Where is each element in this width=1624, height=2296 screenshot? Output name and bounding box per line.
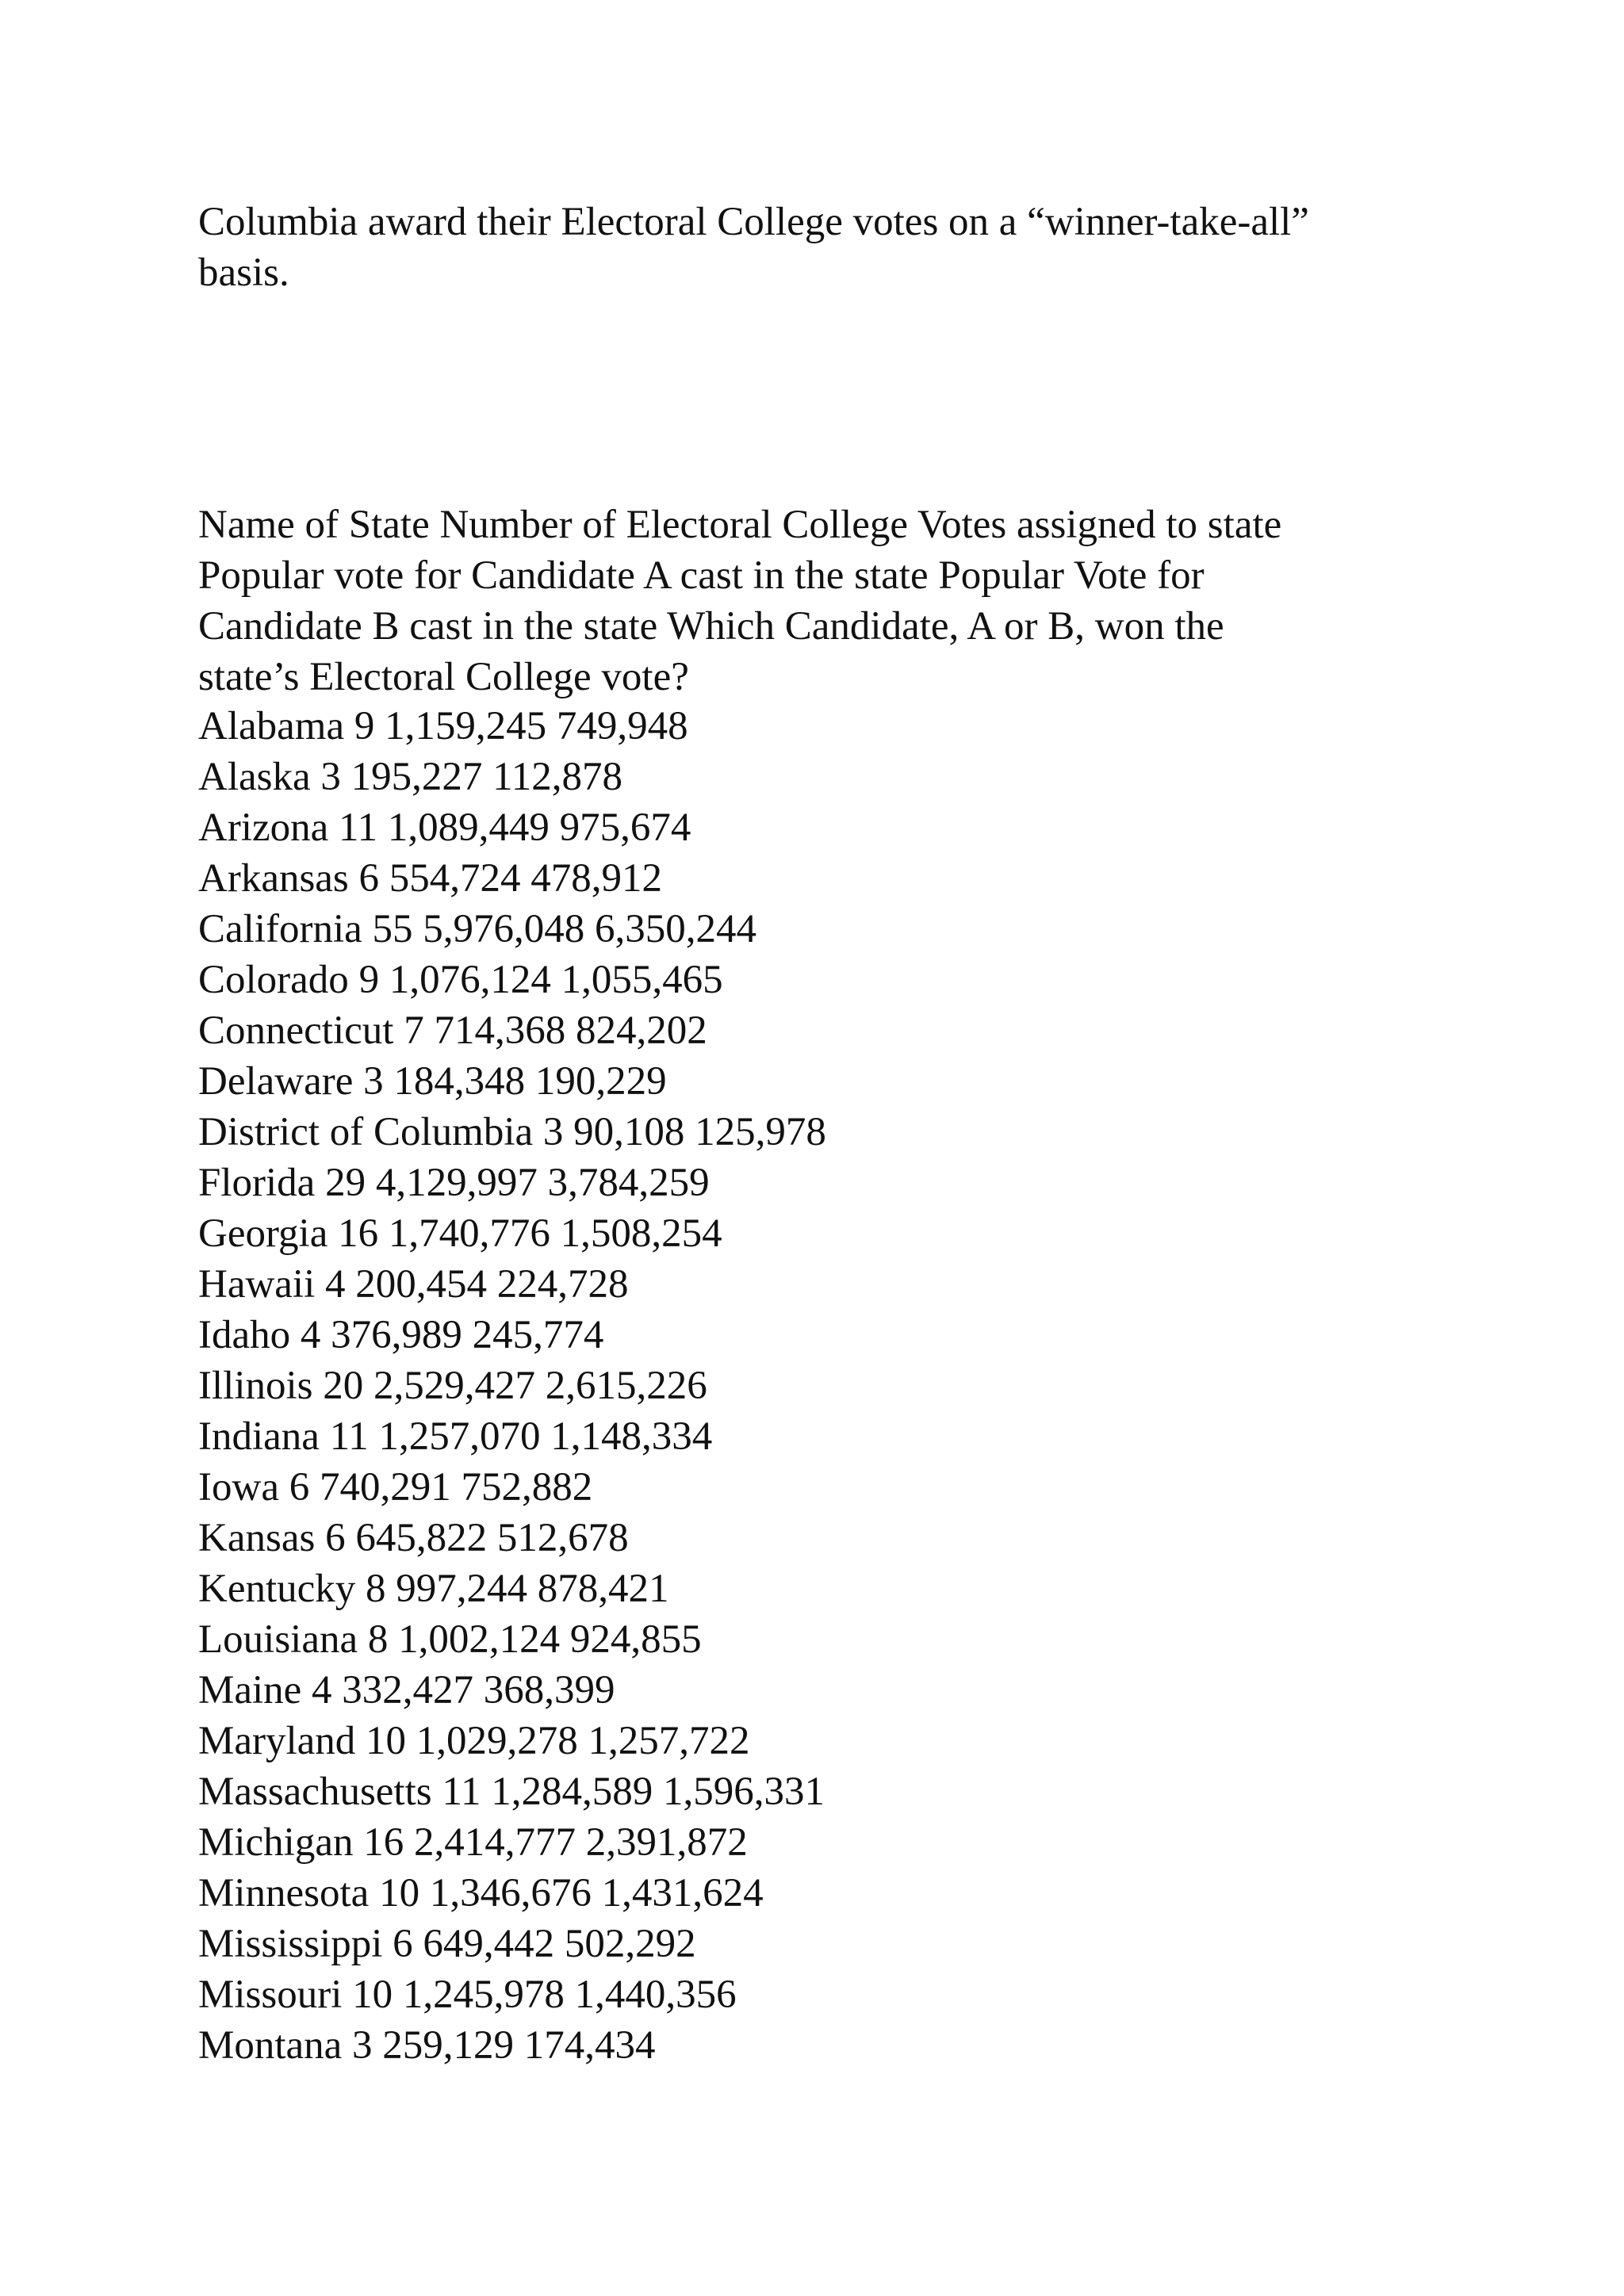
candidate-b-votes: 6,350,244 (595, 907, 757, 951)
electoral-votes: 6 (289, 1465, 310, 1510)
state-name: Maine (198, 1668, 302, 1712)
state-row (198, 1310, 1435, 1360)
header-line: Name of State Number of Electoral College Votes assigned to state (198, 503, 1282, 547)
state-name: District of Columbia (198, 1110, 534, 1154)
state-row (198, 1005, 1435, 1056)
candidate-b-votes: 368,399 (483, 1668, 615, 1712)
candidate-a-votes: 1,257,070 (378, 1414, 541, 1459)
state-row (198, 904, 1435, 955)
state-name: Connecticut (198, 1008, 394, 1053)
header-line: Popular vote for Candidate A cast in the state Popular Vote for (198, 553, 1205, 598)
candidate-b-votes: 752,882 (461, 1465, 593, 1510)
candidate-b-votes: 878,421 (537, 1567, 669, 1611)
state-name: Alaska (198, 755, 311, 799)
state-name: Maryland (198, 1719, 356, 1763)
state-name: Delaware (198, 1059, 354, 1104)
candidate-b-votes: 975,674 (559, 806, 691, 850)
candidate-a-votes: 1,029,278 (416, 1719, 578, 1763)
state-row (198, 955, 1435, 1005)
state-name: Arizona (198, 806, 329, 850)
state-name: Minnesota (198, 1871, 370, 1915)
electoral-votes: 16 (338, 1211, 379, 1256)
candidate-b-votes: 125,978 (695, 1110, 826, 1154)
state-name: Georgia (198, 1211, 328, 1256)
candidate-b-votes: 1,257,722 (588, 1719, 750, 1763)
state-row (198, 1665, 1435, 1716)
state-row (198, 1716, 1435, 1766)
state-row (198, 701, 1435, 752)
state-row (198, 1919, 1435, 1969)
candidate-b-votes: 824,202 (575, 1008, 707, 1053)
state-row (198, 1107, 1435, 1158)
electoral-votes: 6 (393, 1922, 413, 1966)
state-name: Colorado (198, 958, 349, 1002)
state-row (198, 1056, 1435, 1107)
state-name: Montana (198, 2023, 343, 2068)
state-name: Michigan (198, 1820, 354, 1865)
candidate-b-votes: 512,678 (496, 1516, 629, 1560)
electoral-votes: 6 (325, 1516, 346, 1560)
state-row (198, 802, 1435, 853)
electoral-votes: 20 (323, 1364, 364, 1408)
state-row (198, 1563, 1435, 1614)
electoral-votes: 4 (300, 1313, 321, 1357)
state-name: Indiana (198, 1414, 320, 1459)
electoral-votes: 11 (339, 806, 378, 850)
candidate-b-votes: 3,784,259 (547, 1161, 710, 1205)
candidate-a-votes: 259,129 (382, 2023, 515, 2068)
state-name: Alabama (198, 704, 345, 748)
candidate-b-votes: 2,615,226 (545, 1364, 707, 1408)
candidate-a-votes: 645,822 (355, 1516, 488, 1560)
table-header-text (198, 499, 1435, 702)
electoral-votes: 3 (542, 1110, 564, 1154)
state-row (198, 1462, 1435, 1513)
electoral-votes: 7 (404, 1008, 424, 1053)
intro-line: Columbia award their Electoral College votes on a “winner-take-all” (198, 200, 1309, 244)
candidate-a-votes: 376,989 (331, 1313, 462, 1357)
electoral-votes: 4 (312, 1668, 332, 1712)
electoral-votes: 10 (366, 1719, 407, 1763)
state-name: Louisiana (198, 1617, 358, 1662)
candidate-b-votes: 1,596,331 (662, 1770, 825, 1814)
candidate-b-votes: 174,434 (523, 2023, 656, 2068)
candidate-b-votes: 924,855 (569, 1617, 702, 1662)
candidate-a-votes: 2,529,427 (373, 1364, 536, 1408)
state-name: Missouri (198, 1973, 343, 2017)
state-name: Illinois (198, 1364, 313, 1408)
state-row (198, 2020, 1435, 2071)
candidate-a-votes: 1,346,676 (429, 1871, 592, 1915)
candidate-b-votes: 2,391,872 (585, 1820, 748, 1865)
state-name: Kansas (198, 1516, 316, 1560)
electoral-votes: 3 (352, 2023, 373, 2068)
candidate-a-votes: 1,245,978 (402, 1973, 565, 2017)
electoral-votes: 3 (363, 1059, 384, 1104)
candidate-a-votes: 4,129,997 (375, 1161, 538, 1205)
state-row (198, 1513, 1435, 1563)
electoral-votes: 11 (329, 1414, 369, 1459)
state-name: Massachusetts (198, 1770, 432, 1814)
candidate-a-votes: 2,414,777 (413, 1820, 576, 1865)
state-name: Florida (198, 1161, 316, 1205)
electoral-votes: 9 (354, 704, 375, 748)
candidate-b-votes: 112,878 (492, 755, 622, 799)
candidate-a-votes: 1,002,124 (398, 1617, 561, 1662)
state-name: Arkansas (198, 856, 349, 901)
candidate-b-votes: 224,728 (496, 1262, 629, 1307)
state-name: Mississippi (198, 1922, 383, 1966)
electoral-votes: 4 (325, 1262, 346, 1307)
candidate-b-votes: 245,774 (472, 1313, 604, 1357)
candidate-a-votes: 184,348 (393, 1059, 526, 1104)
state-row (198, 1868, 1435, 1919)
header-line: state’s Electoral College vote? (198, 655, 689, 699)
electoral-votes: 16 (363, 1820, 404, 1865)
candidate-b-votes: 478,912 (530, 856, 663, 901)
candidate-a-votes: 714,368 (434, 1008, 566, 1053)
electoral-votes: 9 (358, 958, 380, 1002)
state-name: Hawaii (198, 1262, 316, 1307)
electoral-votes: 10 (379, 1871, 420, 1915)
state-row (198, 1259, 1435, 1310)
state-row (198, 1969, 1435, 2020)
state-name: California (198, 907, 362, 951)
electoral-votes: 11 (442, 1770, 481, 1814)
state-row (198, 1614, 1435, 1665)
state-row (198, 853, 1435, 904)
candidate-a-votes: 195,227 (350, 755, 483, 799)
state-name: Kentucky (198, 1567, 356, 1611)
candidate-a-votes: 649,442 (423, 1922, 555, 1966)
candidate-a-votes: 332,427 (342, 1668, 474, 1712)
candidate-b-votes: 1,508,254 (560, 1211, 722, 1256)
candidate-a-votes: 554,724 (389, 856, 521, 901)
electoral-votes: 3 (320, 755, 341, 799)
candidate-b-votes: 1,440,356 (574, 1973, 737, 2017)
state-name: Iowa (198, 1465, 279, 1510)
state-row (198, 752, 1435, 802)
candidate-b-votes: 1,055,465 (561, 958, 723, 1002)
state-row (198, 1817, 1435, 1868)
candidate-a-votes: 997,244 (396, 1567, 528, 1611)
electoral-votes: 8 (366, 1567, 386, 1611)
candidate-b-votes: 749,948 (556, 704, 688, 748)
intro-paragraph (198, 197, 1435, 298)
candidate-a-votes: 740,291 (319, 1465, 451, 1510)
candidate-b-votes: 502,292 (564, 1922, 696, 1966)
candidate-a-votes: 90,108 (573, 1110, 685, 1154)
state-row (198, 1411, 1435, 1462)
state-row (198, 1208, 1435, 1259)
electoral-votes: 10 (352, 1973, 393, 2017)
header-line: Candidate B cast in the state Which Candidate, A or B, won the (198, 604, 1224, 649)
candidate-a-votes: 1,089,449 (387, 806, 550, 850)
candidate-a-votes: 1,284,589 (491, 1770, 653, 1814)
candidate-a-votes: 1,076,124 (389, 958, 551, 1002)
candidate-b-votes: 1,431,624 (601, 1871, 764, 1915)
electoral-votes: 8 (367, 1617, 389, 1662)
electoral-votes: 55 (372, 907, 413, 951)
candidate-a-votes: 1,740,776 (388, 1211, 550, 1256)
state-vote-list (198, 701, 1435, 2071)
candidate-a-votes: 5,976,048 (423, 907, 585, 951)
state-row (198, 1360, 1435, 1411)
intro-line: basis. (198, 251, 289, 295)
electoral-votes: 29 (325, 1161, 366, 1205)
state-row (198, 1766, 1435, 1817)
candidate-b-votes: 190,229 (534, 1059, 667, 1104)
state-name: Idaho (198, 1313, 291, 1357)
candidate-b-votes: 1,148,334 (550, 1414, 713, 1459)
state-row (198, 1158, 1435, 1208)
candidate-a-votes: 1,159,245 (385, 704, 547, 748)
electoral-votes: 6 (358, 856, 380, 901)
candidate-a-votes: 200,454 (355, 1262, 488, 1307)
